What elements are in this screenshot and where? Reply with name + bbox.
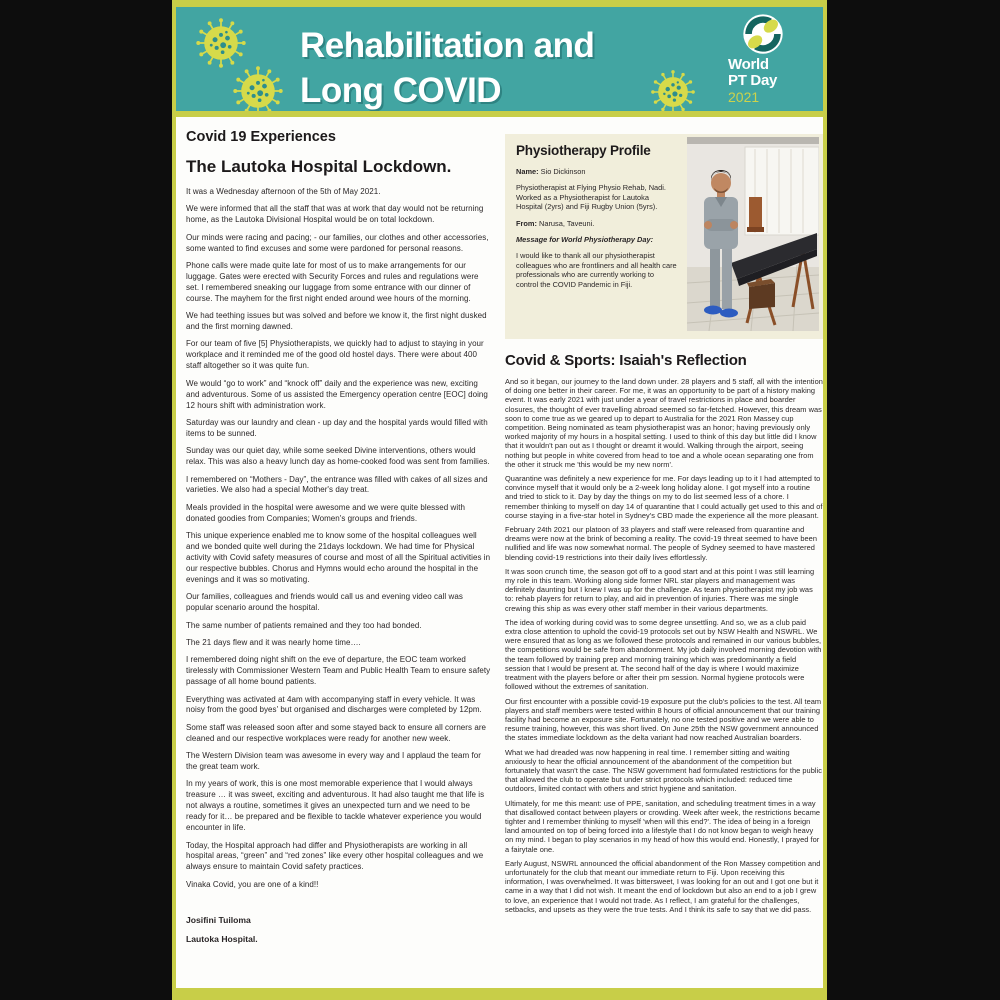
paragraph: Saturday was our laundry and clean - up day and the hospital yards would filled with items to be sunned.	[186, 417, 488, 438]
paragraph: The idea of working during covid was to some degree unsettling. And so, we as a club paid extra close attention to uphold the covid-19 protocols set out by NSW Health and NSWRL. We were ensured that as long as we followed these protocols and remained in our various bubbles, the competitions would be safe from abandonment. My job daily involved morning devotion with the team followed by training prep and morning training which was predominantly a field session that I would be present at. The second half of the day is where I would maximize treatment with the players before or after their pm session. Normal hygiene protocols were followed without the extremes of sanitation.	[505, 617, 822, 692]
virus-icon	[195, 17, 247, 69]
paragraph: And so it began, our journey to the land down under. 28 players and 5 staff, all with the intention of doing one better in their career. For me, it was an opportunity to be part of a history making event. It was early 2021 with just under a year of travel restrictions in place and boarder closures, the thought of ever travelling abroad seemed so far-fetched. However, this dream was soon to come true as we geared up to depart to Australia for the 2021 Ron Massey cup competition. Being nominated as team physiotherapist was an honor; having previously only worked majority of my hours in a hospital setting. I used to think of this day but little did I know that it wouldn't pan out as I thought or dreamt it would. Walking through the airport, seeing nothing but people in white covered from head to toe and a whole ocean separating one from the other it struck me 'this would be my new norm'.	[505, 377, 823, 469]
profile-from-row	[516, 219, 677, 228]
newsletter-page	[172, 0, 827, 1000]
page-content	[176, 117, 823, 982]
page-title	[300, 23, 594, 111]
paragraph: For our team of five [5] Physiotherapists, we quickly had to adjust to staying in your workplace and it reminded me of the good old hostel days. There were about 400 staff altogether so it was quite fun.	[186, 339, 484, 371]
paragraph: Meals provided in the hospital were awesome and we were quite blessed with donated goodies from Companies; Women's groups and friends.	[186, 502, 465, 523]
paragraph: I remembered doing night shift on the eve of departure, the EOC team worked tirelessly with Commissioner Western Team and Public Health Team to ensure safety passage of all home bound patients.	[186, 655, 491, 687]
right-column	[505, 134, 823, 919]
paragraph: It was soon crunch time, the season got off to a good start and at this point I was still learning my role in this team. Working along side former NRL star players and management was definitely daunting but I knew I was up for the challenge. As team physiotherapist my job was to: rehab players for return to play, and aid in prevention of injuries. There was me single crewing this ship as was every other staff member in their various departments.	[505, 566, 815, 613]
page-title-line1: Rehabilitation and	[300, 26, 595, 65]
signature-name: Josifini Tuiloma	[186, 914, 251, 925]
paragraph: Our first encounter with a possible covid-19 exposure put the club's policies to the test. All team players and staff members were tested within 8 hours of official announcement that our training facility had become an exposure site. Fortunately, no one tested positive and we were able to resume training, however, this was short lived. On June 25th the NSW government announced the states immediate lockdown as the delta variant had now reached Australian boarders.	[505, 696, 822, 743]
paragraph: Phone calls were made quite late for most of us to make arrangements for our luggage. Gates were erected with Security Forces and rules and regulations were set. I remembered sneaking our luggage from some entrance with our dinner of course. The mayhem for the first night ended around wee hours of the morning.	[186, 261, 479, 303]
profile-details	[505, 134, 687, 296]
physiotherapist-photo	[687, 137, 819, 331]
world-pt-day-emblem-icon	[742, 13, 784, 55]
page-title-line2: Long COVID	[300, 71, 502, 110]
logo-text-ptday: PT Day	[728, 72, 778, 89]
paragraph: In my years of work, this is one most memorable experience that I would always treasure … it was sweet, exciting and adventurous. It had also taught me that life is not always a routine, sometimes it gives an unexpected turn and we need to be ready for it… be prepared and be flexible to tackle whatever experience you would encounter in life.	[186, 779, 485, 833]
virus-icon	[232, 65, 284, 111]
article-title: The Lautoka Hospital Lockdown.	[186, 157, 452, 176]
signature-organisation: Lautoka Hospital.	[186, 933, 258, 944]
profile-bio: Physiotherapist at Flying Physio Rehab, Nadi. Worked as a Physiotherapist for Lautoka Hospital (2yrs) and Fiji Rugby Union (5yrs).	[516, 183, 666, 212]
header-banner-inner	[176, 7, 823, 111]
paragraph: The same number of patients remained and they too had bonded.	[186, 620, 422, 630]
paragraph: Some staff was released soon after and some stayed back to ensure all corners are cleaned and our respective workplaces were ready for another new week.	[186, 722, 487, 743]
reflection-heading: Covid & Sports: Isaiah's Reflection	[505, 352, 747, 369]
paragraph: We would “go to work” and “knock off” daily and the experience was new, exciting and adventurous. Some of us assisted the Emergency operation centre [EOC] doing 12 hours shift with administration work.	[186, 378, 488, 410]
paragraph: We were informed that all the staff that was at work that day would not be returning home, as the Lautoka Divisional Hospital would be on total lockdown.	[186, 204, 484, 225]
profile-message-label: Message for World Physiotherapy Day:	[516, 235, 654, 245]
paragraph: What we had dreaded was now happening in real time. I remember sitting and waiting anxiously to hear the official announcement of the abandonment of the competition but fortunately that wasn't the case. The NSW government had formulated restrictions for the public that allowed the club to operate but under strict protocols which included: reduced time outdoors, limited contact with others and strict hygiene and sanitation.	[505, 747, 822, 794]
paragraph: Vinaka Covid, you are one of a kind!!	[186, 879, 319, 889]
paragraph: Everything was activated at 4am with accompanying staff in every vehicle. It was noisy from the good byes' but organised and discharges were completed by 12pm.	[186, 694, 482, 715]
physiotherapist-photo-illustration	[687, 137, 819, 331]
paragraph: February 24th 2021 our platoon of 33 players and staff were released from quarantine and dreams were now at the brink of becoming a reality. The covid-19 threat seemed to have been nullified and life was now somewhat normal. The people of Sydney seemed to have mastered blending covid-19 restrictions into their daily lives effortlessly.	[505, 525, 817, 562]
profile-from-value: Narusa, Taveuni.	[539, 218, 595, 228]
paragraph: Early August, NSWRL announced the official abandonment of the Ron Massey competition and unfortunately for the club that meant our immediate return to Fiji. Upon receiving this information, I was overwhelmed. It was bittersweet, I was looking for an out and I got one but it came in a way that I did not wish. It meant the end of lockdown but also an end to a job I grew to love, an experience that I would not trade. As I reflect, I am grateful for the challenges, setbacks, and upsets as they were the true tests. And I think its safe to say that we did pass.	[505, 858, 821, 914]
profile-name-value: Sio Dickinson	[540, 167, 586, 176]
header-banner	[176, 0, 823, 117]
paragraph: It was a Wednesday afternoon of the 5th of May 2021.	[186, 187, 381, 196]
profile-message: I would like to thank all our physiotherapist colleagues who are frontliners and all health care professionals who are currently working to control the COVID Pandemic in Fiji.	[516, 251, 677, 289]
paragraph: This unique experience enabled me to know some of the hospital colleagues well and we bonded quite well during the 21days lockdown. We had time for Physical activity with Covid safety measures of course and most of all the Spiritual activities in our respective bubbles. Chorus and Hymns would echo around the hospital in the evenings and it was so motivating.	[186, 531, 491, 584]
profile-title: Physiotherapy Profile	[516, 143, 651, 158]
physiotherapy-profile-card	[505, 134, 823, 339]
world-pt-day-logo	[728, 13, 812, 105]
paragraph: Today, the Hospital approach had differ and Physiotherapists are working in all hospital areas, “green” and “red zones” like every other hospital colleagues and we always ensure to maintain Covid safety practices.	[186, 840, 484, 872]
logo-text-world: World	[728, 56, 769, 73]
paragraph: Sunday was our quiet day, while some seeked Divine interventions, others would relax. This was also a heavy lunch day as home-cooked food was sent from families.	[186, 446, 490, 467]
paragraph: Ultimately, for me this meant: use of PPE, sanitation, and scheduling treatment times in a way that disallowed contact between players or crowding. Week after week, the restrictions became tighter and I remember thinking to myself 'when will this end?'. The idea of being in a foreign land amounted on top of being forced into a lifestyle that I do not know began to weigh heavy on my mind. I began to play scenarios in my head of how this would end. Honestly, I prayed for a fairytale one.	[505, 798, 821, 854]
left-column	[186, 129, 491, 944]
paragraph: We had teething issues but was solved and before we know it, the first night dusked and the first morning dawned.	[186, 311, 487, 332]
section-heading: Covid 19 Experiences	[186, 129, 336, 145]
paragraph: Our minds were racing and pacing; - our families, our clothes and other accessories, some wanted to find excuses and some were pardoned for personal reasons.	[186, 232, 489, 253]
paragraph: The 21 days flew and it was nearly home time….	[186, 637, 361, 647]
profile-from-label: From:	[516, 218, 537, 228]
logo-text-year: 2021	[728, 89, 760, 105]
virus-icon	[650, 69, 696, 111]
paragraph: Our families, colleagues and friends would call us and evening video call was popular scenario around the hospital.	[186, 592, 463, 613]
profile-name-label: Name:	[516, 167, 539, 176]
profile-name-row	[516, 167, 677, 176]
paragraph: The Western Division team was awesome in every way and I applaud the team for the great team work.	[186, 751, 481, 772]
paragraph: I remembered on “Mothers - Day”, the entrance was filled with cakes of all sizes and varieties. We also had a special Mother's day treat.	[186, 474, 488, 495]
paragraph: Quarantine was definitely a new experience for me. For days leading up to it I had attempted to convince myself that it would only be a 2-week long holiday alone. I got myself into a routine and tried to stick to it. Day by day the things on my to do list seemed less of a chore. I remember thinking to myself on day 14 of quarantine that I could actually get used to this and of course staying in a five-star hotel in Sydney's CBD made the experience all the more pleasant.	[505, 474, 823, 520]
